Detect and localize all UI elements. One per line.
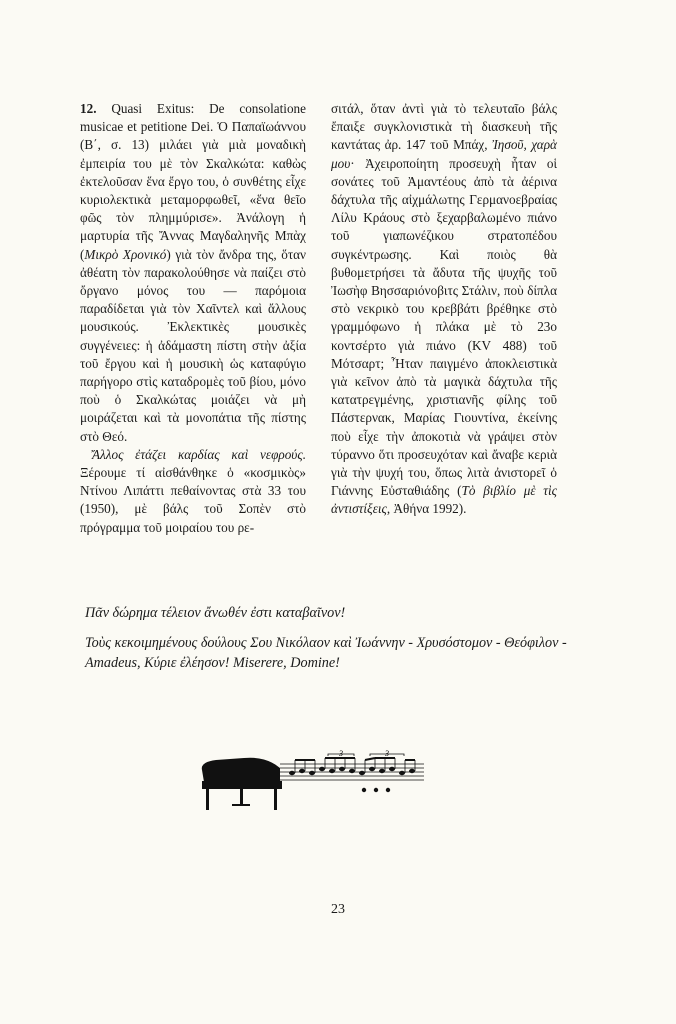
left-text-column (80, 100, 306, 537)
closing-verse: Πᾶν δώρημα τέλειον ἄνωθέν ἐστι καταβαῖνον! (85, 605, 346, 621)
page-number: 23 (331, 902, 345, 917)
svg-text:3: 3 (339, 749, 343, 758)
svg-text:3: 3 (385, 749, 389, 758)
note-paragraph-12: 12. Quasi Exitus: De consolatione musicae et petitione Dei. Ὁ Παπαϊωάννου (Β΄, σ. 13) μιλάει γιὰ μιὰ μοναδικὴ ἐμπειρία του μὲ τὸν Σκαλκώτα: καθὼς ἐκτελοῦσαν ἕνα ἔργο του, ὁ συνθέτης εἶχε κυριολεκτικὰ μεταμορφωθεῖ, «ἕνα θεῖο φῶς τὸν πλημμύρισε». Ἀνάλογη ἡ μαρτυρία τῆς Ἄννας Μαγδαληνῆς Μπὰχ (Μικρὸ Χρονικό) γιὰ τὸν ἄνδρα της, ὅταν ἀθέατη τὸν παρακολούθησε νὰ παίζει στὸ ὄργανο μόνος του — παρόμοια παραδίδεται γιὰ τὸν Χαῖντελ καὶ ἄλλους μουσικούς. Ἐκλεκτικὲς μουσικὲς συγγένειες: ἡ ἀδάμαστη πίστη στὴν ἀξία τοῦ ἔργου καὶ ἡ μουσικὴ ὡς καταφύγιο παρήγορο στὶς καταδρομὲς τοῦ βίου, μόνο ποὺ ὁ Σκαλκώτας μοιάζει νὰ μὴ μοιράζεται καὶ τὰ μονοπάτια τῆς πίστης στὸ Θεό. (80, 101, 306, 444)
italic-quote: Ἄλλος ἐτάζει καρδίας καὶ νεφρούς. (92, 446, 306, 462)
italic-cantata-title: Ἰησοῦ, χαρὰ μου (331, 137, 557, 171)
paragraph-quote: Ἄλλος ἐτάζει καρδίας καὶ νεφρούς. Ξέρουμε τί αἰσθάνθηκε ὁ «κοσμικὸς» Ντίνου Λιπάττι πεθαίνοντας στὰ 33 του (1950), μὲ βάλς τοῦ Σοπὲν στὸ πρόγραμμα τοῦ μοιραίου του ρε- (80, 446, 306, 535)
italic-book-title: Τὸ βιβλίο μὲ τὶς ἀντιστίξεις (331, 483, 558, 517)
italic-work-title: Μικρὸ Χρονικό (84, 246, 167, 262)
closing-prayer: Τοὺς κεκοιμημένους δούλους Σου Νικόλαον καὶ Ἰωάννην - Χρυσόστομον - Θεόφιλον - Amadeus, Κύριε ἐλέησον! Miserere, Domine! (85, 635, 567, 671)
right-text-column (331, 100, 557, 519)
grand-piano-with-music-staff-icon (196, 748, 436, 823)
note-number: 12. (80, 101, 97, 116)
paragraph-continuation: σιτάλ, ὅταν ἀντὶ γιὰ τὸ τελευταῖο βάλς ἔπαιξε συγκλονιστικὰ τὴ διασκευὴ τῆς καντάτας ἀρ. 147 τοῦ Μπάχ, Ἰησοῦ, χαρὰ μου· Ἀχειροποίητη προσευχὴ ἦταν οἱ σονάτες τοῦ Ἀμαντέους ἀπὸ τὰ ἀέρινα δάχτυλα τῆς αἰχμάλωτης Γερμανοεβραίας Λίλυ Κράους στὸ ξεχαρβαλωμένο πιάνο τοῦ γιαπωνέζικου στρατοπέδου συγκέντρωσης. Καὶ ποιὸς θὰ βυθομετρήσει τὰ ἄδυτα τῆς ψυχῆς τοῦ Ἰωσὴφ Βησσαριόνοβιτς Στάλιν, ποὺ δίπλα στὸ νεκρικὸ του κρεββάτι βρέθηκε στὸ γραμμόφωνο ἡ πλάκα μὲ τὸ 23ο κοντσέρτο γιὰ πιάνο (KV 488) τοῦ Μότσαρτ; Ἦταν παιγμένο ἀποκλειστικὰ γιὰ κεῖνον ἀπὸ τὰ μαγικὰ δάχτυλα τῆς κατατρεγμένης, χριστιανῆς φίλης τοῦ Πάστερνακ, Μαρίας Γιουντίνα, ἐκείνης ποὺ εἶχε τὴν ἀποκοτιὰ νὰ γράψει στὸν τύραννο ὅτι προσευχόταν καὶ ἄναβε κεριὰ γιὰ τὴν ψυχή του, ὅπως λιτὰ ἀνιστορεῖ ὁ Γιάννης Εὐσταθιάδης (Τὸ βιβλίο μὲ τὶς ἀντιστίξεις, Ἀθήνα 1992). (331, 101, 558, 517)
